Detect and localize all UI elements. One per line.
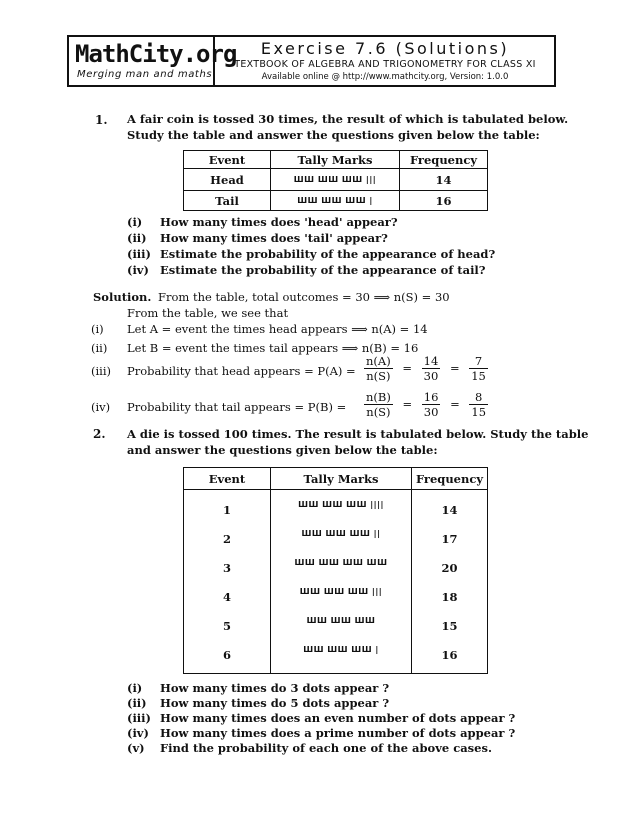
fraction-numerator: 16 [423, 390, 439, 404]
q2-statement-line1: A die is tossed 100 times. The result is tabulated below. Study the table [127, 427, 589, 441]
availability-note: Available online @ http://www.mathcity.org, Version: 1.0.0 [261, 72, 509, 82]
fraction-denominator: n(S) [366, 369, 391, 383]
q2-number: 2. [93, 427, 106, 441]
q1-table [183, 150, 488, 211]
q2-question-label: (iv) [127, 726, 149, 740]
q1-statement-line1: A fair coin is tossed 30 times, the result of which is tabulated below. [127, 112, 569, 126]
q2-table [183, 467, 488, 674]
fraction-numerator: n(A) [366, 354, 391, 368]
q2-cell-tally: ШШ ШШ ШШ [306, 616, 376, 625]
table-row [184, 191, 488, 211]
q2-cell-frequency: 14 [441, 503, 458, 517]
fraction-numerator: 14 [423, 354, 439, 368]
q2-question-label: (v) [127, 741, 145, 755]
q1-cell-tally: ШШ ШШ ШШ | [271, 191, 400, 211]
q2-cell-event: 1 [222, 503, 231, 517]
solution-item-text: Let B = event the times tail appears ⟹ n(B) = 16 [127, 341, 419, 355]
q2-frequency-column [412, 490, 488, 674]
solution-item-text: Probability that tail appears = P(B) = [127, 400, 347, 414]
q2-cell-tally: ШШ ШШ ШШ | [303, 645, 379, 654]
q2-cell-frequency: 20 [441, 561, 458, 575]
fraction-denominator: n(S) [366, 405, 391, 419]
fraction-denominator: 30 [423, 369, 439, 383]
q2-cell-event: 2 [222, 532, 231, 546]
q1-question-text: How many times does 'head' appear? [160, 215, 398, 229]
q2-statement-line2: and answer the questions given below the table: [127, 443, 438, 457]
q2-cell-event: 3 [222, 561, 231, 575]
q2-question-text: How many times does an even number of dots appear ? [160, 711, 516, 725]
solution-item-text: Let A = event the times head appears ⟹ n(A) = 14 [127, 322, 428, 336]
solution-item-text: Probability that head appears = P(A) = [127, 364, 356, 378]
q2-question-text: Find the probability of each one of the above cases. [160, 741, 492, 755]
q1-question-text: How many times does 'tail' appear? [160, 231, 388, 245]
page-header [67, 35, 556, 87]
site-logo[interactable]: MathCity.org [75, 40, 237, 68]
q2-tally-column [271, 490, 412, 674]
q2-question-text: How many times do 3 dots appear ? [160, 681, 390, 695]
site-tagline: Merging man and maths [77, 69, 213, 80]
fraction-denominator: 30 [423, 405, 439, 419]
solution-label: Solution. [93, 290, 152, 304]
q2-question-label: (i) [127, 681, 143, 695]
q1-question-text: Estimate the probability of the appearance of tail? [160, 263, 486, 277]
q1-col-event: Event [184, 151, 271, 169]
q2-cell-tally: ШШ ШШ ШШ |||| [298, 500, 384, 509]
solution-item-label: (ii) [91, 341, 108, 355]
q2-cell-tally: ШШ ШШ ШШ || [301, 529, 381, 538]
q2-question-text: How many times does a prime number of dots appear ? [160, 726, 516, 740]
q1-cell-tally: ШШ ШШ ШШ ||| [271, 169, 400, 191]
q2-cell-event: 6 [222, 648, 231, 662]
q2-cell-frequency: 18 [441, 590, 458, 604]
solution-item-label: (i) [91, 322, 104, 336]
q2-cell-frequency: 16 [441, 648, 458, 662]
fraction-denominator: 15 [471, 405, 487, 419]
probability-head-fraction: $\frac{n(A)}{n(S)}$ = $\frac{14}{30}$ = $\frac{7}{15}$ [366, 354, 486, 383]
q1-question-label: (iii) [127, 247, 151, 261]
logo-box [69, 37, 237, 85]
q2-col-tally: Tally Marks [271, 468, 412, 490]
solution-item-label: (iv) [91, 400, 111, 414]
exercise-title: Exercise 7.6 (Solutions) [260, 39, 510, 58]
q1-question-label: (iv) [127, 263, 149, 277]
q1-question-label: (i) [127, 215, 143, 229]
q2-question-label: (iii) [127, 711, 151, 725]
q1-cell-frequency: 14 [400, 169, 488, 191]
probability-tail-fraction: $\frac{n(B)}{n(S)}$ = $\frac{16}{30}$ = $\frac{8}{15}$ [366, 390, 487, 419]
solution-item-label: (iii) [91, 364, 112, 378]
q2-col-event: Event [184, 468, 271, 490]
solution-line2: From the table, we see that [127, 306, 289, 320]
q2-cell-tally: ШШ ШШ ШШ ||| [299, 587, 383, 596]
q2-col-frequency: Frequency [412, 468, 488, 490]
q1-statement-line2: Study the table and answer the questions given below the table: [127, 128, 540, 142]
q2-question-text: How many times do 5 dots appear ? [160, 696, 390, 710]
q2-cell-event: 4 [222, 590, 231, 604]
q1-number: 1. [95, 113, 108, 127]
q1-col-tally: Tally Marks [271, 151, 400, 169]
textbook-subtitle: TEXTBOOK OF ALGEBRA AND TRIGONOMETRY FOR CLASS XI [234, 59, 536, 70]
q2-cell-event: 5 [222, 619, 231, 633]
q2-cell-frequency: 17 [441, 532, 458, 546]
q2-cell-tally: ШШ ШШ ШШ ШШ [294, 558, 388, 567]
q1-cell-event: Head [184, 169, 271, 191]
fraction-numerator: 7 [469, 354, 488, 369]
solution-line1: From the table, total outcomes = 30 ⟹ n(S) = 30 [158, 290, 450, 304]
q2-cell-frequency: 15 [441, 619, 458, 633]
q2-question-label: (ii) [127, 696, 147, 710]
q1-question-text: Estimate the probability of the appearance of head? [160, 247, 496, 261]
q1-cell-event: Tail [184, 191, 271, 211]
table-row [184, 169, 488, 191]
fraction-numerator: n(B) [366, 390, 391, 404]
q2-event-column [184, 490, 271, 674]
q1-question-label: (ii) [127, 231, 147, 245]
fraction-numerator: 8 [469, 390, 488, 405]
q1-col-frequency: Frequency [400, 151, 488, 169]
fraction-denominator: 15 [471, 369, 486, 383]
q1-cell-frequency: 16 [400, 191, 488, 211]
